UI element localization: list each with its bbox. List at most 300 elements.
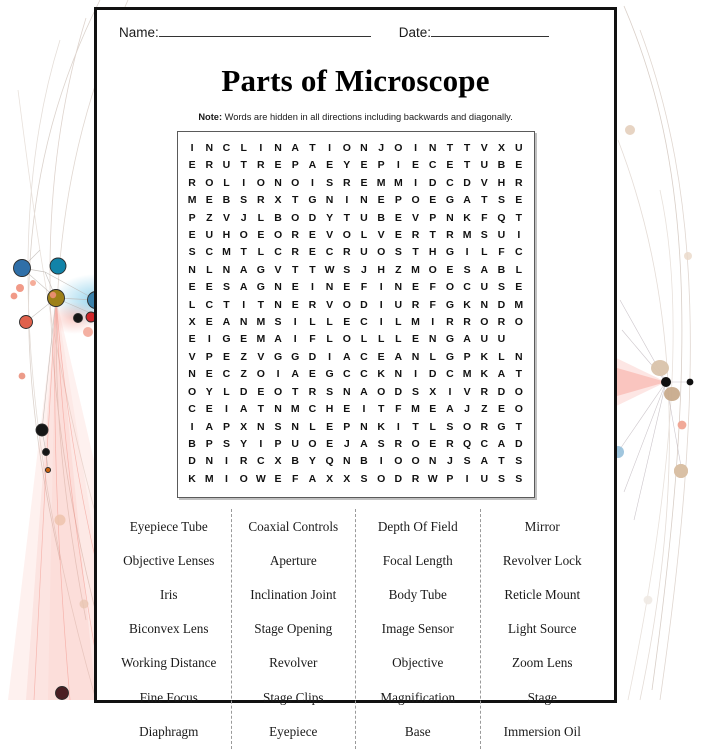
grid-cell[interactable]: S [412, 385, 420, 398]
grid-cell[interactable]: V [257, 350, 265, 363]
grid-cell[interactable]: N [274, 281, 282, 294]
grid-cell[interactable]: D [394, 385, 403, 398]
grid-cell[interactable]: E [377, 194, 385, 207]
grid-cell[interactable]: T [515, 211, 522, 224]
grid-cell[interactable]: A [480, 455, 489, 468]
grid-cell[interactable]: I [310, 281, 314, 294]
grid-cell[interactable]: S [222, 281, 230, 294]
grid-cell[interactable]: N [480, 298, 489, 311]
grid-cell[interactable]: H [222, 229, 231, 242]
grid-cell[interactable]: I [414, 368, 417, 381]
word-list-item[interactable]: Objective Lenses [123, 552, 215, 568]
grid-cell[interactable]: B [497, 159, 506, 172]
grid-cell[interactable]: O [377, 472, 386, 485]
grid-cell[interactable]: E [412, 159, 420, 172]
grid-cell[interactable]: I [517, 229, 521, 242]
grid-cell[interactable]: I [396, 159, 400, 172]
grid-cell[interactable]: G [291, 350, 300, 363]
grid-cell[interactable]: L [429, 420, 436, 433]
grid-cell[interactable]: R [446, 437, 454, 450]
grid-cell[interactable]: N [274, 176, 282, 189]
grid-cell[interactable]: L [326, 333, 333, 346]
grid-cell[interactable]: N [274, 403, 282, 416]
grid-cell[interactable]: H [377, 263, 385, 276]
grid-cell[interactable]: S [222, 437, 230, 450]
grid-cell[interactable]: V [326, 229, 334, 242]
grid-cell[interactable]: W [324, 263, 335, 276]
grid-cell[interactable]: Q [325, 455, 334, 468]
grid-cell[interactable]: D [463, 176, 471, 189]
grid-cell[interactable]: I [242, 176, 246, 189]
grid-cell[interactable]: B [497, 263, 506, 276]
word-list-item[interactable]: Base [404, 723, 431, 739]
grid-cell[interactable]: E [326, 437, 334, 450]
grid-cell[interactable]: N [188, 368, 196, 381]
grid-cell[interactable]: F [498, 246, 505, 259]
grid-cell[interactable]: K [463, 298, 471, 311]
grid-cell[interactable]: E [394, 211, 402, 224]
grid-cell[interactable]: K [463, 211, 471, 224]
grid-cell[interactable]: L [395, 316, 402, 329]
grid-cell[interactable]: L [429, 350, 436, 363]
grid-cell[interactable]: J [361, 263, 367, 276]
grid-cell[interactable]: A [342, 350, 351, 363]
grid-cell[interactable]: E [343, 281, 351, 294]
grid-cell[interactable]: E [205, 281, 213, 294]
grid-cell[interactable]: X [343, 472, 351, 485]
grid-cell[interactable]: G [445, 194, 454, 207]
grid-cell[interactable]: N [325, 194, 334, 207]
grid-cell[interactable]: E [360, 159, 368, 172]
grid-cell[interactable]: T [309, 142, 316, 154]
grid-cell[interactable]: X [429, 385, 437, 398]
grid-cell[interactable]: G [445, 350, 454, 363]
grid-cell[interactable]: R [308, 385, 317, 398]
grid-cell[interactable]: N [428, 142, 437, 154]
grid-cell[interactable]: N [411, 350, 420, 363]
grid-cell[interactable]: P [291, 159, 299, 172]
grid-cell[interactable]: S [497, 472, 505, 485]
word-list-item[interactable]: Aperture [269, 552, 317, 568]
grid-cell[interactable]: O [514, 403, 523, 416]
grid-cell[interactable]: E [240, 333, 248, 346]
grid-cell[interactable]: P [429, 211, 437, 224]
grid-cell[interactable]: O [428, 263, 437, 276]
grid-cell[interactable]: S [480, 229, 488, 242]
grid-cell[interactable]: Z [240, 368, 247, 381]
grid-cell[interactable]: E [394, 229, 402, 242]
grid-cell[interactable]: F [429, 281, 436, 294]
word-list-item[interactable]: Light Source [508, 621, 577, 637]
grid-cell[interactable]: N [360, 420, 368, 433]
word-list-item[interactable]: Zoom Lens [512, 655, 573, 671]
grid-cell[interactable]: S [377, 437, 385, 450]
grid-cell[interactable]: R [446, 316, 454, 329]
word-list-item[interactable]: Fine Focus [139, 689, 198, 705]
grid-cell[interactable]: A [446, 403, 454, 416]
grid-cell[interactable]: J [464, 403, 471, 416]
grid-cell[interactable]: Z [481, 403, 488, 416]
grid-cell[interactable]: I [345, 194, 349, 207]
grid-cell[interactable]: C [360, 316, 368, 329]
grid-cell[interactable]: D [394, 472, 403, 485]
grid-cell[interactable]: A [239, 403, 248, 416]
grid-cell[interactable]: C [446, 368, 454, 381]
grid-cell[interactable]: S [240, 194, 248, 207]
grid-cell[interactable]: G [497, 420, 506, 433]
grid-cell[interactable]: V [480, 176, 488, 189]
grid-cell[interactable]: P [222, 420, 230, 433]
grid-cell[interactable]: I [396, 420, 400, 433]
grid-cell[interactable]: Y [343, 159, 351, 172]
grid-cell[interactable]: T [240, 246, 247, 259]
grid-cell[interactable]: O [514, 316, 523, 329]
grid-cell[interactable]: E [274, 472, 282, 485]
grid-cell[interactable]: L [309, 420, 316, 433]
grid-cell[interactable]: P [446, 472, 454, 485]
grid-cell[interactable]: L [377, 333, 385, 346]
grid-cell[interactable]: Z [206, 211, 213, 224]
grid-cell[interactable]: M [222, 246, 231, 259]
grid-cell[interactable]: E [326, 159, 334, 172]
grid-cell[interactable]: E [360, 176, 368, 189]
grid-cell[interactable]: W [427, 472, 438, 485]
grid-cell[interactable]: F [309, 333, 316, 346]
grid-cell[interactable]: E [429, 403, 437, 416]
grid-cell[interactable]: B [222, 194, 231, 207]
grid-cell[interactable]: N [394, 368, 403, 381]
grid-cell[interactable]: T [377, 403, 385, 416]
grid-cell[interactable]: Y [326, 211, 334, 224]
grid-cell[interactable]: T [463, 159, 471, 172]
grid-cell[interactable]: L [498, 350, 505, 363]
grid-cell[interactable]: C [274, 246, 282, 259]
grid-cell[interactable]: L [395, 333, 402, 346]
grid-cell[interactable]: P [343, 420, 351, 433]
grid-cell[interactable]: A [239, 263, 248, 276]
grid-cell[interactable]: E [205, 316, 213, 329]
grid-cell[interactable]: Q [497, 211, 506, 224]
word-list-item[interactable]: Focal Length [382, 552, 453, 568]
grid-cell[interactable]: R [291, 246, 300, 259]
grid-cell[interactable]: K [480, 368, 489, 381]
grid-cell[interactable]: T [292, 194, 299, 207]
grid-cell[interactable]: J [240, 211, 247, 224]
grid-cell[interactable]: D [308, 211, 317, 224]
grid-cell[interactable]: O [256, 176, 265, 189]
grid-cell[interactable]: I [465, 472, 469, 485]
grid-cell[interactable]: T [412, 246, 419, 259]
grid-cell[interactable]: O [377, 385, 386, 398]
grid-cell[interactable]: A [308, 159, 317, 172]
grid-cell[interactable]: B [291, 455, 300, 468]
grid-cell[interactable]: H [428, 246, 437, 259]
grid-cell[interactable]: E [429, 194, 437, 207]
grid-cell[interactable]: I [379, 281, 383, 294]
grid-cell[interactable]: I [328, 350, 332, 363]
grid-cell[interactable] [510, 331, 527, 348]
grid-cell[interactable]: I [225, 472, 228, 485]
grid-cell[interactable]: A [394, 350, 403, 363]
grid-cell[interactable]: L [257, 211, 265, 224]
grid-cell[interactable]: T [240, 159, 247, 172]
grid-cell[interactable]: R [291, 229, 300, 242]
grid-cell[interactable]: E [515, 194, 523, 207]
grid-cell[interactable]: R [497, 316, 506, 329]
grid-cell[interactable]: D [497, 385, 506, 398]
grid-cell[interactable]: G [445, 298, 454, 311]
grid-cell[interactable]: U [222, 159, 231, 172]
grid-cell[interactable]: B [377, 211, 385, 224]
grid-cell[interactable]: M [411, 263, 420, 276]
word-list-item[interactable]: Depth Of Field [377, 518, 458, 534]
word-list-item[interactable]: Coaxial Controls [248, 518, 339, 534]
grid-cell[interactable]: M [462, 229, 472, 242]
grid-cell[interactable]: S [326, 385, 334, 398]
grid-cell[interactable]: N [428, 455, 437, 468]
grid-cell[interactable]: I [293, 333, 297, 346]
grid-cell[interactable]: G [445, 246, 454, 259]
grid-cell[interactable]: S [360, 472, 368, 485]
grid-cell[interactable]: I [190, 420, 194, 433]
grid-cell[interactable]: E [446, 263, 454, 276]
grid-cell[interactable]: A [360, 385, 368, 398]
grid-cell[interactable]: T [498, 455, 505, 468]
grid-cell[interactable]: O [342, 333, 351, 346]
grid-cell[interactable]: C [205, 298, 214, 311]
grid-cell[interactable]: B [274, 211, 282, 224]
grid-cell[interactable]: A [291, 142, 300, 154]
grid-cell[interactable]: M [290, 403, 300, 416]
grid-cell[interactable]: O [342, 298, 351, 311]
grid-cell[interactable]: U [480, 333, 489, 346]
grid-cell[interactable]: E [326, 420, 334, 433]
grid-cell[interactable]: J [343, 437, 350, 450]
grid-cell[interactable]: E [274, 159, 282, 172]
grid-cell[interactable]: C [222, 368, 231, 381]
grid-cell[interactable]: M [376, 176, 386, 189]
word-list-item[interactable]: Stage Clips [263, 689, 324, 705]
grid-cell[interactable]: C [188, 403, 196, 416]
grid-cell[interactable]: F [292, 472, 299, 485]
grid-cell[interactable]: V [480, 142, 488, 154]
grid-cell[interactable]: L [515, 263, 522, 276]
grid-cell[interactable]: R [463, 316, 471, 329]
word-list-item[interactable]: Working Distance [121, 655, 217, 671]
grid-cell[interactable]: Y [240, 437, 248, 450]
grid-cell[interactable]: L [360, 229, 368, 242]
grid-cell[interactable]: N [360, 194, 368, 207]
grid-cell[interactable]: U [497, 333, 506, 346]
grid-cell[interactable]: U [497, 229, 506, 242]
grid-cell[interactable]: E [412, 333, 420, 346]
grid-cell[interactable]: A [222, 316, 231, 329]
grid-cell[interactable]: S [274, 420, 282, 433]
grid-cell[interactable]: L [257, 246, 265, 259]
grid-cell[interactable]: Q [463, 437, 472, 450]
grid-cell[interactable]: D [360, 298, 368, 311]
grid-cell[interactable]: O [273, 385, 283, 398]
word-list-item[interactable]: Body Tube [388, 587, 447, 603]
grid-cell[interactable]: P [205, 437, 213, 450]
grid-cell[interactable]: L [240, 142, 247, 154]
grid-cell[interactable]: E [188, 229, 196, 242]
grid-cell[interactable]: W [255, 472, 266, 485]
grid-cell[interactable]: E [412, 281, 420, 294]
grid-cell[interactable]: X [274, 455, 282, 468]
grid-cell[interactable]: C [360, 350, 368, 363]
grid-cell[interactable]: A [463, 194, 471, 207]
grid-cell[interactable]: D [239, 385, 248, 398]
grid-cell[interactable]: R [394, 437, 403, 450]
grid-cell[interactable]: G [256, 263, 265, 276]
grid-cell[interactable]: O [377, 246, 386, 259]
word-list-item[interactable]: Eyepiece Tube [129, 518, 208, 534]
grid-cell[interactable]: K [188, 472, 196, 485]
grid-cell[interactable]: M [187, 194, 197, 207]
grid-cell[interactable]: L [223, 176, 230, 189]
grid-cell[interactable]: O [273, 229, 283, 242]
grid-cell[interactable]: O [411, 455, 420, 468]
grid-cell[interactable]: E [308, 246, 316, 259]
grid-cell[interactable]: O [394, 455, 403, 468]
grid-cell[interactable]: S [497, 194, 505, 207]
grid-cell[interactable]: S [394, 246, 402, 259]
grid-cell[interactable]: E [377, 350, 385, 363]
grid-cell[interactable]: A [239, 281, 248, 294]
grid-cell[interactable]: V [222, 211, 230, 224]
grid-cell[interactable]: A [205, 420, 214, 433]
grid-cell[interactable]: E [343, 316, 351, 329]
grid-cell[interactable]: X [497, 142, 505, 154]
grid-cell[interactable]: U [480, 281, 489, 294]
grid-cell[interactable]: E [343, 403, 351, 416]
grid-cell[interactable]: A [480, 263, 489, 276]
grid-cell[interactable]: U [394, 298, 403, 311]
grid-cell[interactable]: N [274, 142, 282, 154]
grid-cell[interactable]: M [514, 298, 524, 311]
grid-cell[interactable]: B [188, 437, 196, 450]
grid-cell[interactable]: L [206, 263, 213, 276]
word-list-item[interactable]: Diaphragm [139, 723, 199, 739]
grid-cell[interactable]: O [239, 229, 248, 242]
grid-cell[interactable]: A [308, 472, 317, 485]
grid-cell[interactable]: T [515, 420, 522, 433]
word-list-item[interactable]: Inclination Joint [250, 587, 337, 603]
grid-cell[interactable]: S [446, 420, 454, 433]
grid-cell[interactable]: I [465, 246, 469, 259]
grid-cell[interactable]: C [463, 281, 471, 294]
grid-cell[interactable]: T [429, 229, 436, 242]
grid-cell[interactable]: G [325, 368, 334, 381]
grid-cell[interactable]: N [239, 316, 248, 329]
grid-cell[interactable]: R [446, 229, 454, 242]
word-list-item[interactable]: Stage [527, 689, 557, 705]
grid-cell[interactable]: S [497, 281, 505, 294]
grid-cell[interactable]: J [446, 455, 453, 468]
grid-cell[interactable]: O [256, 368, 265, 381]
grid-cell[interactable]: N [222, 263, 231, 276]
grid-cell[interactable]: R [342, 246, 351, 259]
grid-cell[interactable]: E [188, 281, 196, 294]
word-list-item[interactable]: Stage Opening [254, 621, 333, 637]
grid-cell[interactable]: S [463, 263, 471, 276]
grid-cell[interactable]: Z [240, 350, 247, 363]
grid-cell[interactable]: E [257, 385, 265, 398]
grid-cell[interactable]: O [308, 437, 317, 450]
grid-cell[interactable]: U [360, 211, 368, 224]
grid-cell[interactable]: C [342, 368, 351, 381]
grid-cell[interactable]: S [326, 176, 334, 189]
grid-cell[interactable]: G [273, 350, 283, 363]
grid-cell[interactable]: R [514, 176, 523, 189]
grid-cell[interactable]: H [497, 176, 506, 189]
grid-cell[interactable]: Z [395, 263, 402, 276]
grid-cell[interactable]: I [225, 403, 228, 416]
grid-cell[interactable]: M [411, 316, 420, 329]
grid-cell[interactable]: L [481, 246, 488, 259]
grid-cell[interactable]: S [515, 472, 523, 485]
grid-cell[interactable]: I [414, 142, 417, 154]
grid-cell[interactable]: O [445, 281, 454, 294]
grid-cell[interactable]: V [188, 350, 196, 363]
grid-cell[interactable]: N [394, 281, 403, 294]
grid-cell[interactable]: E [205, 368, 213, 381]
word-list-item[interactable]: Iris [159, 587, 178, 603]
grid-cell[interactable]: E [291, 281, 299, 294]
grid-cell[interactable]: I [362, 403, 366, 416]
grid-cell[interactable]: P [205, 350, 213, 363]
grid-cell[interactable]: E [205, 403, 213, 416]
grid-cell[interactable]: I [259, 437, 263, 450]
grid-cell[interactable]: M [393, 176, 403, 189]
grid-cell[interactable]: M [256, 316, 266, 329]
grid-cell[interactable]: R [257, 159, 265, 172]
grid-cell[interactable]: D [188, 455, 196, 468]
grid-cell[interactable]: D [308, 350, 317, 363]
grid-cell[interactable]: I [242, 298, 246, 311]
grid-cell[interactable]: V [463, 385, 471, 398]
grid-cell[interactable]: O [411, 437, 420, 450]
grid-cell[interactable]: P [188, 211, 196, 224]
grid-cell[interactable]: K [377, 368, 385, 381]
name-input-line[interactable] [159, 23, 371, 37]
grid-cell[interactable]: E [429, 437, 437, 450]
word-list-item[interactable]: Objective [392, 655, 444, 671]
grid-cell[interactable]: N [360, 142, 368, 154]
grid-cell[interactable]: I [310, 176, 314, 189]
grid-cell[interactable]: R [239, 455, 248, 468]
grid-cell[interactable]: H [325, 403, 334, 416]
grid-cell[interactable]: P [463, 350, 471, 363]
grid-cell[interactable]: T [481, 194, 488, 207]
grid-cell[interactable]: X [274, 194, 282, 207]
grid-cell[interactable]: N [325, 281, 334, 294]
grid-cell[interactable]: P [274, 437, 282, 450]
grid-cell[interactable]: A [497, 368, 506, 381]
grid-cell[interactable]: O [514, 385, 523, 398]
grid-cell[interactable]: N [205, 455, 214, 468]
grid-cell[interactable]: O [188, 385, 197, 398]
grid-cell[interactable]: L [223, 385, 230, 398]
word-list-item[interactable]: Mirror [524, 518, 560, 534]
grid-cell[interactable]: T [343, 211, 350, 224]
grid-cell[interactable]: U [205, 229, 214, 242]
grid-cell[interactable]: A [274, 333, 282, 346]
grid-cell[interactable]: R [308, 298, 317, 311]
grid-cell[interactable]: U [360, 246, 368, 259]
grid-cell[interactable]: N [291, 420, 300, 433]
